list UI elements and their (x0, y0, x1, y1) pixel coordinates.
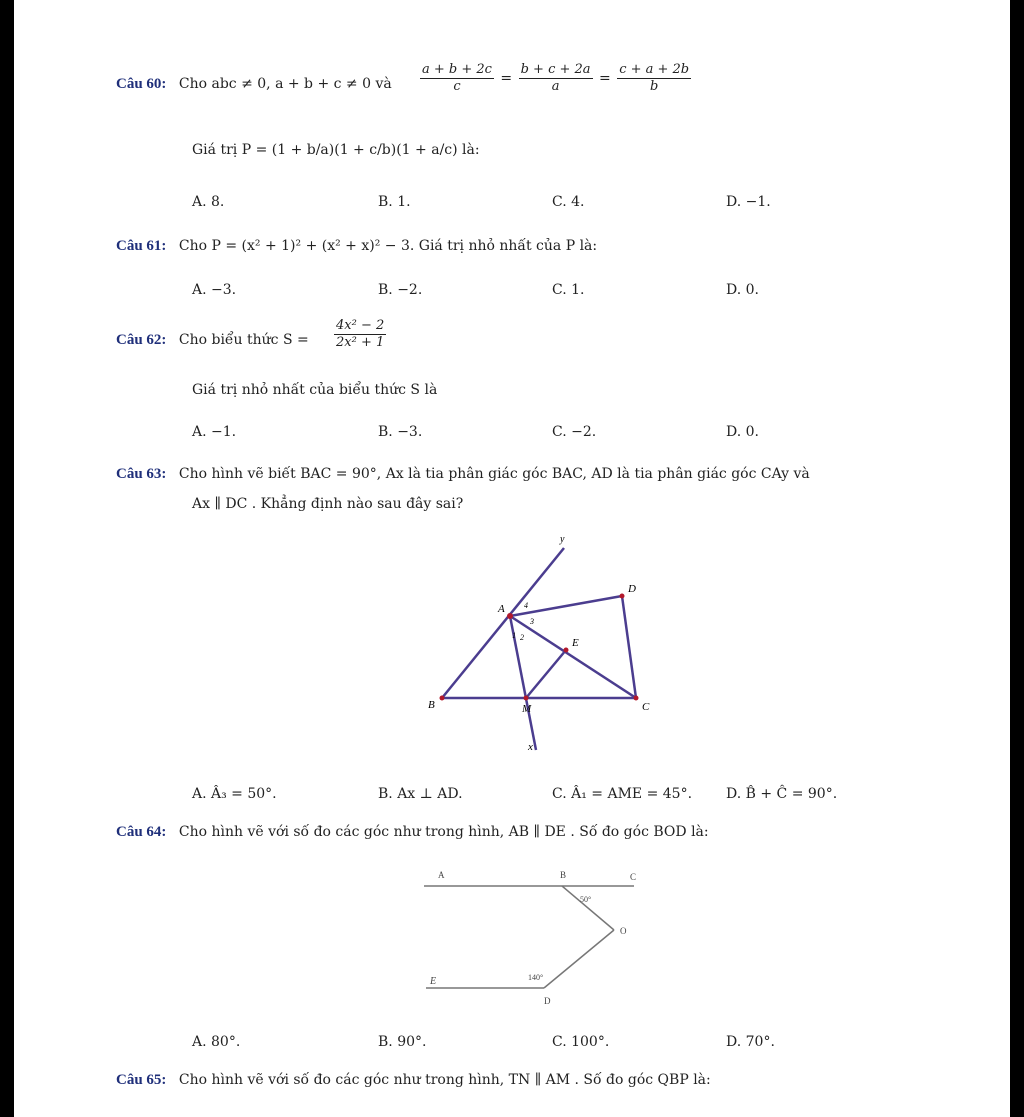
question-64 (116, 824, 709, 841)
question-label: Câu 63: (116, 466, 167, 482)
label-e: E (430, 976, 437, 987)
q62-line2: Giá trị nhỏ nhất của biểu thức S là (192, 382, 438, 398)
angle-label: 1 (512, 631, 516, 640)
question-text: Cho abc ≠ 0, a + b + c ≠ 0 và (178, 76, 392, 92)
angle-label: 3 (530, 617, 534, 626)
option-c: C. Â₁ = AME = 45°. (552, 786, 693, 802)
label-c: C (642, 701, 650, 713)
question-label: Câu 64: (116, 824, 167, 840)
q63-figure (414, 528, 694, 758)
label-a: A (438, 870, 445, 880)
angle-label: 4 (524, 601, 528, 610)
option-a: A. Â₃ = 50°. (192, 786, 277, 802)
option-d: D. B̂ + Ĉ = 90°. (726, 786, 838, 802)
question-text: Cho hình vẽ với số đo các góc như trong hình, TN ∥ AM . Số đo góc QBP là: (178, 1072, 711, 1088)
option-b: B. 90°. (378, 1034, 427, 1050)
angle-label-140: 140° (528, 973, 544, 982)
option-a: A. −1. (192, 424, 237, 440)
label-o: O (620, 926, 627, 936)
option-d: D. 0. (726, 424, 759, 440)
line-me (526, 650, 566, 698)
question-label: Câu 62: (116, 332, 167, 348)
angle-label-50: 50° (580, 895, 592, 904)
q64-figure (414, 864, 654, 1014)
angle-label: 2 (520, 633, 524, 642)
option-a: A. −3. (192, 282, 237, 298)
label-b: B (560, 870, 567, 880)
label-x: x (528, 741, 533, 753)
label-d: D (544, 996, 551, 1006)
q62-fraction: $\frac{\text{4x² − 2}}{\text{2x² + 1}}$ (336, 318, 385, 350)
line-bo (562, 886, 614, 930)
question-63 (116, 466, 810, 483)
document-page (14, 0, 1010, 1117)
option-b: B. −2. (378, 282, 423, 298)
question-text: Cho hình vẽ biết BAC = 90°, Ax là tia phân giác góc BAC, AD là tia phân giác góc CAy và (178, 466, 810, 482)
fraction: $\frac{b + c + 2a}{a}$ (520, 62, 591, 94)
line-dc (622, 596, 636, 698)
fraction: $\frac{c + a + 2b}{b}$ (619, 62, 690, 94)
line-ac (510, 616, 636, 698)
question-text: Cho hình vẽ với số đo các góc như trong hình, AB ∥ DE . Số đo góc BOD là: (178, 824, 709, 840)
question-label: Câu 61: (116, 238, 167, 254)
question-60 (116, 76, 392, 93)
fraction: $\frac{a + b + 2c}{c}$ (422, 62, 492, 94)
label-y: y (560, 534, 565, 545)
question-text: Cho P = (x² + 1)² + (x² + x)² − 3. Giá trị nhỏ nhất của P là: (178, 238, 598, 254)
question-65 (116, 1072, 711, 1089)
label-b: B (428, 699, 435, 711)
question-text: Cho biểu thức S = (178, 332, 309, 348)
option-b: B. −3. (378, 424, 423, 440)
label-a: A (498, 603, 505, 615)
label-m: M (522, 703, 532, 715)
label-c: C (630, 872, 637, 882)
option-d: D. 0. (726, 282, 759, 298)
option-c: C. −2. (552, 424, 597, 440)
label-d: D (628, 583, 636, 595)
option-a: A. 8. (192, 194, 225, 210)
option-c: C. 4. (552, 194, 585, 210)
option-d: D. 70°. (726, 1034, 775, 1050)
option-b: B. Ax ⊥ AD. (378, 786, 463, 802)
option-d: D. −1. (726, 194, 771, 210)
question-label: Câu 65: (116, 1072, 167, 1088)
option-c: C. 1. (552, 282, 585, 298)
question-label: Câu 60: (116, 76, 167, 92)
question-61 (116, 238, 597, 255)
q60-fraction-group: $\frac{a + b + 2c}{c}$ = $\frac{b + c + 2a}{a}$ = $\frac{c + a + 2b}{b}$ (422, 62, 690, 94)
option-b: B. 1. (378, 194, 411, 210)
line-od (544, 930, 614, 988)
label-e: E (572, 637, 579, 649)
option-a: A. 80°. (192, 1034, 241, 1050)
question-62 (116, 332, 309, 349)
q60-line2: Giá trị P = (1 + b/a)(1 + c/b)(1 + a/c) là: (192, 142, 480, 158)
q63-line2: Ax ∥ DC . Khẳng định nào sau đây sai? (192, 496, 464, 512)
option-c: C. 100°. (552, 1034, 610, 1050)
